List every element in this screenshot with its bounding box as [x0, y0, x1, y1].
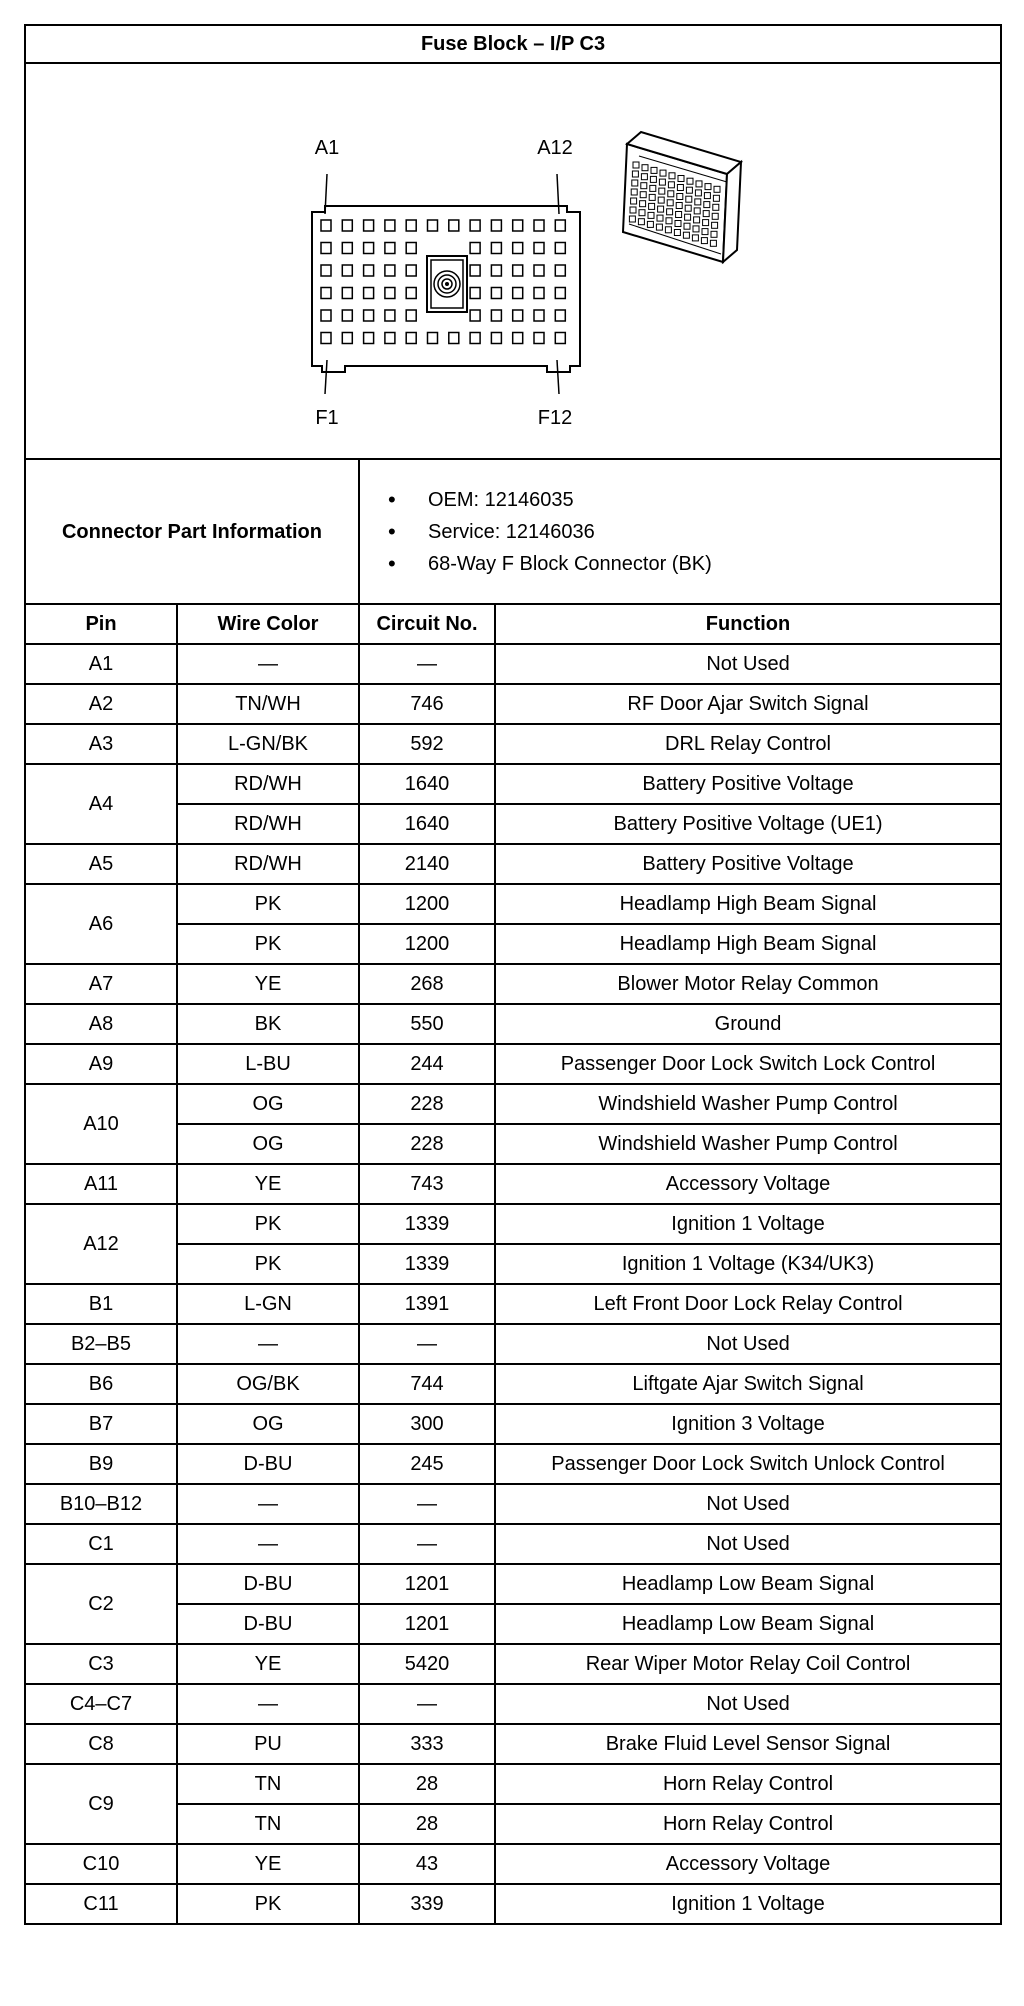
circuit-cell: 550	[359, 1004, 495, 1044]
cavity	[364, 265, 374, 276]
circuit-cell: 592	[359, 724, 495, 764]
function-cell: Not Used	[495, 644, 1001, 684]
circuit-cell: 1640	[359, 764, 495, 804]
circuit-cell: 1200	[359, 924, 495, 964]
cavity	[385, 220, 395, 231]
connector-part-info-list	[359, 459, 1001, 604]
cavity	[364, 243, 374, 254]
function-cell: Not Used	[495, 1324, 1001, 1364]
connector-isometric-icon	[623, 132, 741, 262]
pin-cell: A5	[25, 844, 177, 884]
cavity	[534, 243, 544, 254]
cavity	[513, 310, 523, 321]
cavity	[491, 333, 501, 344]
cavity	[364, 333, 374, 344]
pin-cell: A12	[25, 1204, 177, 1284]
cavity	[534, 265, 544, 276]
cavity	[491, 310, 501, 321]
wire-color-cell: RD/WH	[177, 764, 359, 804]
function-cell: Not Used	[495, 1524, 1001, 1564]
circuit-cell: 245	[359, 1444, 495, 1484]
function-cell: Brake Fluid Level Sensor Signal	[495, 1724, 1001, 1764]
wire-color-cell: L-GN	[177, 1284, 359, 1324]
table-row	[25, 764, 1001, 804]
function-cell: Headlamp Low Beam Signal	[495, 1604, 1001, 1644]
pin-cell: B9	[25, 1444, 177, 1484]
cavity	[321, 220, 331, 231]
table-row	[25, 1164, 1001, 1204]
column-header-circuit: Circuit No.	[359, 604, 495, 644]
wire-color-cell: —	[177, 1524, 359, 1564]
wire-color-cell: L-GN/BK	[177, 724, 359, 764]
function-cell: Blower Motor Relay Common	[495, 964, 1001, 1004]
label-f1: F1	[315, 407, 339, 429]
pin-cell: A2	[25, 684, 177, 724]
pin-cell: A6	[25, 884, 177, 964]
table-row	[25, 1204, 1001, 1244]
cavity	[406, 288, 416, 299]
pin-cell: A7	[25, 964, 177, 1004]
table-row	[25, 1484, 1001, 1524]
cavity	[555, 333, 565, 344]
circuit-cell: 743	[359, 1164, 495, 1204]
cavity	[470, 310, 480, 321]
wire-color-cell: —	[177, 644, 359, 684]
wire-color-cell: —	[177, 1324, 359, 1364]
wire-color-cell: TN/WH	[177, 684, 359, 724]
circuit-cell: —	[359, 1484, 495, 1524]
cavity	[406, 243, 416, 254]
cavity	[470, 333, 480, 344]
pin-cell: A11	[25, 1164, 177, 1204]
circuit-cell: 244	[359, 1044, 495, 1084]
circuit-cell: 1391	[359, 1284, 495, 1324]
column-header-function: Function	[495, 604, 1001, 644]
pin-cell: A8	[25, 1004, 177, 1044]
circuit-cell: 1339	[359, 1204, 495, 1244]
wire-color-cell: —	[177, 1484, 359, 1524]
table-row	[25, 644, 1001, 684]
pin-cell: A1	[25, 644, 177, 684]
cavity	[491, 288, 501, 299]
cavity	[364, 310, 374, 321]
label-a12: A12	[537, 137, 573, 159]
wire-color-cell: BK	[177, 1004, 359, 1044]
function-cell: Battery Positive Voltage	[495, 844, 1001, 884]
wire-color-cell: YE	[177, 1164, 359, 1204]
cavity	[321, 265, 331, 276]
cavity	[470, 265, 480, 276]
table-row	[25, 1684, 1001, 1724]
cavity	[470, 288, 480, 299]
connector-table	[24, 24, 1002, 1925]
function-cell: DRL Relay Control	[495, 724, 1001, 764]
function-cell: Liftgate Ajar Switch Signal	[495, 1364, 1001, 1404]
circuit-cell: 1640	[359, 804, 495, 844]
wire-color-cell: TN	[177, 1804, 359, 1844]
wire-color-cell: OG	[177, 1404, 359, 1444]
cavity	[513, 288, 523, 299]
wire-color-cell: OG	[177, 1124, 359, 1164]
cavity	[321, 288, 331, 299]
table-row	[25, 1084, 1001, 1124]
circuit-cell: 339	[359, 1884, 495, 1924]
part-service: • Service: 12146036	[428, 516, 1000, 548]
cavity	[406, 333, 416, 344]
table-row	[25, 1404, 1001, 1444]
cavity	[342, 288, 352, 299]
wire-color-cell: L-BU	[177, 1044, 359, 1084]
pin-cell: C3	[25, 1644, 177, 1684]
table-row	[25, 724, 1001, 764]
wire-color-cell: YE	[177, 1844, 359, 1884]
cavity	[534, 333, 544, 344]
circuit-cell: 228	[359, 1084, 495, 1124]
cavity	[428, 220, 438, 231]
table-row	[25, 884, 1001, 924]
function-cell: Passenger Door Lock Switch Unlock Control	[495, 1444, 1001, 1484]
circuit-cell: 28	[359, 1804, 495, 1844]
circuit-cell: 28	[359, 1764, 495, 1804]
cavity	[385, 333, 395, 344]
circuit-cell: 43	[359, 1844, 495, 1884]
table-row	[25, 1324, 1001, 1364]
circuit-cell: 2140	[359, 844, 495, 884]
function-cell: Headlamp High Beam Signal	[495, 884, 1001, 924]
cavity	[428, 333, 438, 344]
connector-face-illustration	[27, 64, 999, 454]
wire-color-cell: D-BU	[177, 1604, 359, 1644]
pin-cell: C9	[25, 1764, 177, 1844]
cavity	[555, 288, 565, 299]
function-cell: Windshield Washer Pump Control	[495, 1124, 1001, 1164]
table-row	[25, 1564, 1001, 1604]
pin-cell: A4	[25, 764, 177, 844]
pin-cell: C1	[25, 1524, 177, 1564]
pin-cell: B7	[25, 1404, 177, 1444]
wire-color-cell: TN	[177, 1764, 359, 1804]
cavity	[342, 243, 352, 254]
cavity	[385, 265, 395, 276]
table-row	[25, 1524, 1001, 1564]
pin-cell: A9	[25, 1044, 177, 1084]
cavity	[385, 288, 395, 299]
cavity	[406, 220, 416, 231]
circuit-cell: 1200	[359, 884, 495, 924]
table-row	[25, 964, 1001, 1004]
pin-cell: C11	[25, 1884, 177, 1924]
cavity	[534, 310, 544, 321]
table-row	[25, 1004, 1001, 1044]
function-cell: Accessory Voltage	[495, 1164, 1001, 1204]
cavity	[364, 288, 374, 299]
function-cell: Ground	[495, 1004, 1001, 1044]
center-key	[427, 256, 467, 312]
table-header	[25, 604, 1001, 644]
function-cell: Ignition 1 Voltage	[495, 1884, 1001, 1924]
function-cell: Horn Relay Control	[495, 1764, 1001, 1804]
pin-cell: A10	[25, 1084, 177, 1164]
cavity	[449, 220, 459, 231]
function-cell: Not Used	[495, 1684, 1001, 1724]
circuit-cell: 1201	[359, 1564, 495, 1604]
pin-cell: B6	[25, 1364, 177, 1404]
circuit-cell: 5420	[359, 1644, 495, 1684]
function-cell: Passenger Door Lock Switch Lock Control	[495, 1044, 1001, 1084]
table-row	[25, 1764, 1001, 1804]
cavity	[513, 243, 523, 254]
circuit-cell: 333	[359, 1724, 495, 1764]
cavity	[449, 333, 459, 344]
pin-cell: C2	[25, 1564, 177, 1644]
cavity	[342, 265, 352, 276]
cavity	[406, 310, 416, 321]
label-f12: F12	[537, 407, 573, 429]
wire-color-cell: YE	[177, 964, 359, 1004]
table-row	[25, 1724, 1001, 1764]
function-cell: Battery Positive Voltage (UE1)	[495, 804, 1001, 844]
cavity	[555, 310, 565, 321]
circuit-cell: —	[359, 1684, 495, 1724]
function-cell: Rear Wiper Motor Relay Coil Control	[495, 1644, 1001, 1684]
function-cell: Not Used	[495, 1484, 1001, 1524]
function-cell: Battery Positive Voltage	[495, 764, 1001, 804]
cavity	[385, 310, 395, 321]
circuit-cell: 1201	[359, 1604, 495, 1644]
function-cell: Ignition 1 Voltage	[495, 1204, 1001, 1244]
pin-cell: B1	[25, 1284, 177, 1324]
wire-color-cell: OG	[177, 1084, 359, 1124]
function-cell: Headlamp Low Beam Signal	[495, 1564, 1001, 1604]
wire-color-cell: PU	[177, 1724, 359, 1764]
table-row	[25, 684, 1001, 724]
table-row	[25, 844, 1001, 884]
cavity	[491, 265, 501, 276]
table-row	[25, 1844, 1001, 1884]
wire-color-cell: PK	[177, 1244, 359, 1284]
function-cell: Ignition 3 Voltage	[495, 1404, 1001, 1444]
function-cell: Accessory Voltage	[495, 1844, 1001, 1884]
cavity	[555, 220, 565, 231]
cavity	[342, 220, 352, 231]
wire-color-cell: YE	[177, 1644, 359, 1684]
wire-color-cell: D-BU	[177, 1444, 359, 1484]
cavity	[491, 243, 501, 254]
circuit-cell: 746	[359, 684, 495, 724]
wire-color-cell: RD/WH	[177, 804, 359, 844]
function-cell: Ignition 1 Voltage (K34/UK3)	[495, 1244, 1001, 1284]
circuit-cell: —	[359, 1324, 495, 1364]
function-cell: Left Front Door Lock Relay Control	[495, 1284, 1001, 1324]
function-cell: Headlamp High Beam Signal	[495, 924, 1001, 964]
cavity	[470, 243, 480, 254]
circuit-cell: 1339	[359, 1244, 495, 1284]
connector-part-info-label: Connector Part Information	[25, 459, 359, 604]
circuit-cell: 268	[359, 964, 495, 1004]
wire-color-cell: PK	[177, 1204, 359, 1244]
function-cell: Horn Relay Control	[495, 1804, 1001, 1844]
connector-sheet	[24, 24, 1000, 1925]
cavity	[513, 265, 523, 276]
wire-color-cell: D-BU	[177, 1564, 359, 1604]
pin-cell: C4–C7	[25, 1684, 177, 1724]
function-cell: RF Door Ajar Switch Signal	[495, 684, 1001, 724]
pin-cell: C8	[25, 1724, 177, 1764]
cavity	[534, 220, 544, 231]
cavity	[513, 220, 523, 231]
circuit-cell: 744	[359, 1364, 495, 1404]
part-oem: • OEM: 12146035	[428, 484, 1000, 516]
cavity	[321, 243, 331, 254]
pin-cell: C10	[25, 1844, 177, 1884]
page-title: Fuse Block – I/P C3	[25, 25, 1001, 63]
table-row	[25, 1444, 1001, 1484]
pin-cell: B2–B5	[25, 1324, 177, 1364]
circuit-cell: 228	[359, 1124, 495, 1164]
function-cell: Windshield Washer Pump Control	[495, 1084, 1001, 1124]
circuit-cell: —	[359, 644, 495, 684]
column-header-pin: Pin	[25, 604, 177, 644]
label-a1: A1	[314, 137, 340, 159]
part-description: • 68-Way F Block Connector (BK)	[428, 548, 1000, 580]
wire-color-cell: —	[177, 1684, 359, 1724]
table-row	[25, 1364, 1001, 1404]
table-row	[25, 1044, 1001, 1084]
column-header-wire-color: Wire Color	[177, 604, 359, 644]
cavity	[364, 220, 374, 231]
cavity	[321, 310, 331, 321]
circuit-cell: 300	[359, 1404, 495, 1444]
cavity	[513, 333, 523, 344]
circuit-cell: —	[359, 1524, 495, 1564]
cavity	[342, 333, 352, 344]
cavity	[534, 288, 544, 299]
wire-color-cell: PK	[177, 884, 359, 924]
wire-color-cell: OG/BK	[177, 1364, 359, 1404]
wire-color-cell: RD/WH	[177, 844, 359, 884]
wire-color-cell: PK	[177, 1884, 359, 1924]
connector-diagram	[25, 63, 1001, 459]
table-row	[25, 1644, 1001, 1684]
pin-cell: B10–B12	[25, 1484, 177, 1524]
cavity	[321, 333, 331, 344]
cavity	[555, 265, 565, 276]
cavity	[470, 220, 480, 231]
pin-cell: A3	[25, 724, 177, 764]
table-row	[25, 1284, 1001, 1324]
cavity	[491, 220, 501, 231]
cavity	[385, 243, 395, 254]
cavity	[342, 310, 352, 321]
cavity	[406, 265, 416, 276]
cavity	[555, 243, 565, 254]
wire-color-cell: PK	[177, 924, 359, 964]
table-row	[25, 1884, 1001, 1924]
